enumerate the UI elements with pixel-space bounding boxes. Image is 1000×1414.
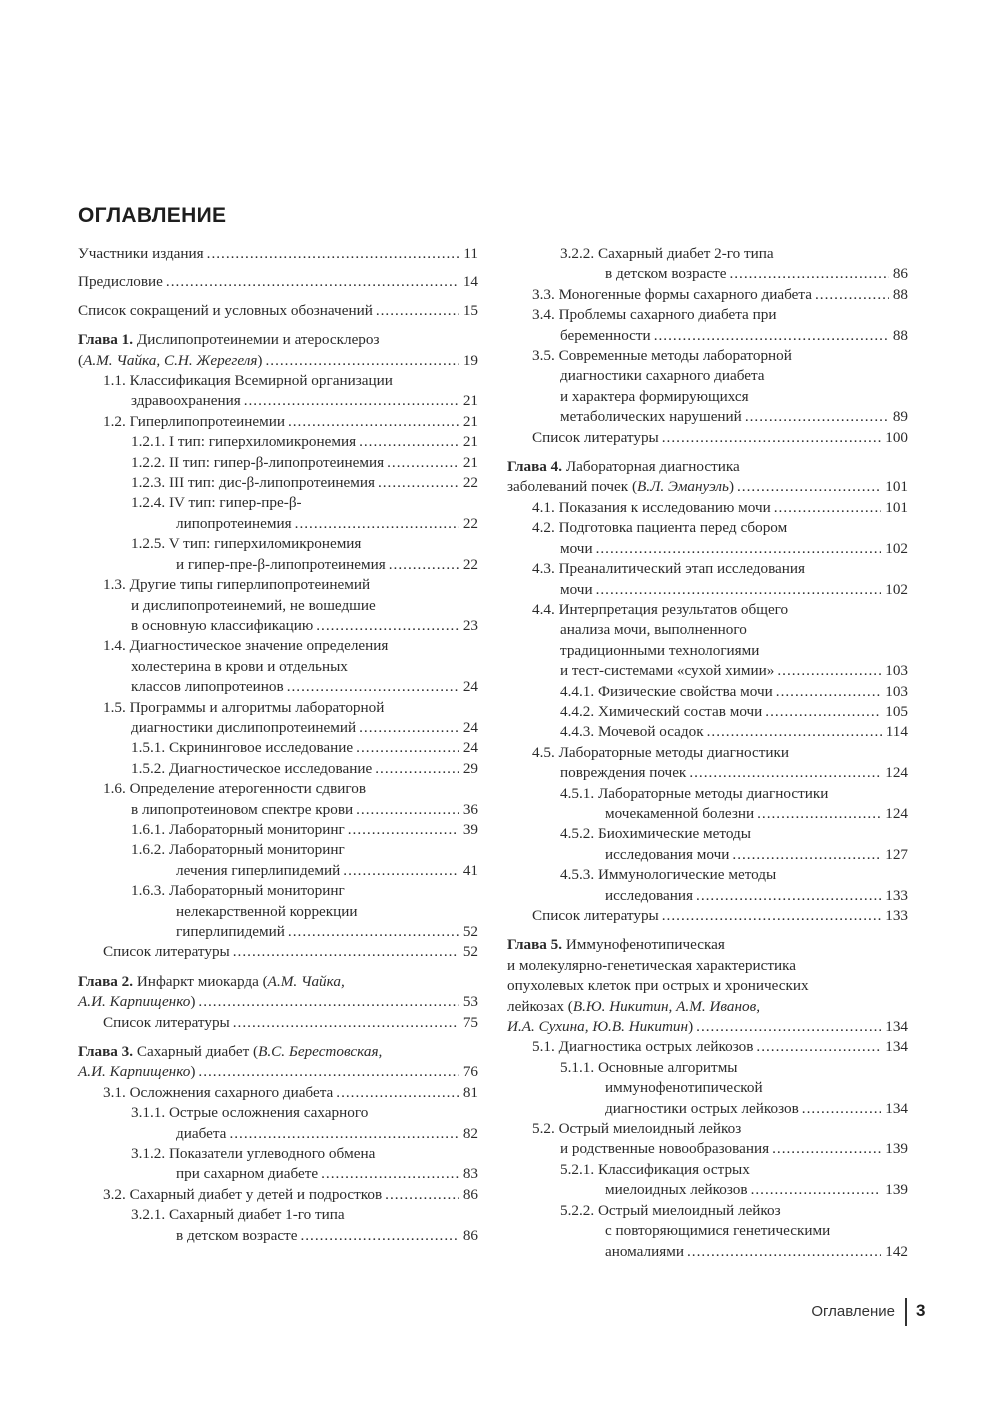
toc-leader-dots xyxy=(300,1226,458,1246)
toc-page-number: 101 xyxy=(885,478,908,496)
toc-leader-dots xyxy=(385,1185,459,1205)
toc-leader-dots xyxy=(265,351,458,371)
toc-entry-text: 4.4.2. Химический состав мочи xyxy=(560,702,763,720)
toc-page-number: 86 xyxy=(462,1185,478,1203)
toc-entry xyxy=(78,1185,478,1205)
toc-leader-dots xyxy=(596,580,882,600)
toc-entry-text: 1.6.3. Лабораторный мониторинг xyxy=(131,882,345,900)
toc-page-number: 15 xyxy=(462,301,478,319)
toc-page-number: 24 xyxy=(462,678,478,696)
toc-page-number: 19 xyxy=(462,351,478,369)
toc-entry-text: диагностики сахарного диабета xyxy=(560,367,765,385)
toc-page-number: 21 xyxy=(462,412,478,430)
toc-entry xyxy=(507,682,908,702)
toc-entry-text: иммунофенотипической xyxy=(605,1079,763,1097)
toc-entry-text: и тест-системами «сухой химии» xyxy=(560,662,775,680)
toc-entry xyxy=(507,865,908,906)
toc-entry xyxy=(507,498,908,518)
toc-entry-text: лечения гиперлипидемий xyxy=(176,861,341,879)
toc-entry-text: 5.1. Диагностика острых лейкозов xyxy=(532,1038,754,1056)
toc-entry-text: холестерина в крови и отдельных xyxy=(131,657,348,675)
toc-entry-text: 3.5. Современные методы лабораторной xyxy=(532,347,792,365)
toc-entry xyxy=(78,1144,478,1185)
toc-chapter-entry xyxy=(78,330,478,371)
toc-page-number: 52 xyxy=(462,923,478,940)
toc-entry-text: диабета xyxy=(176,1124,227,1142)
toc-leader-dots xyxy=(356,800,459,820)
toc-leader-dots xyxy=(244,391,459,411)
toc-entry-text: 5.2.1. Классификация острых xyxy=(560,1160,750,1178)
toc-entry xyxy=(78,840,478,881)
toc-entry-text: 4.2. Подготовка пациента перед сбором xyxy=(532,519,788,537)
toc-entry-text: и гипер-пре-β-липопротеинемия xyxy=(176,555,386,573)
toc-entry-text: Список литературы xyxy=(532,428,659,446)
toc-entry xyxy=(78,473,478,493)
toc-page-number: 134 xyxy=(885,1038,908,1056)
toc-page-number: 22 xyxy=(462,514,478,532)
toc-entry-text: здравоохранения xyxy=(131,392,241,410)
toc-entry-text: и характера формирующихся xyxy=(560,387,749,405)
toc-entry-text: в основную классификацию xyxy=(131,616,314,634)
toc-page-number: 88 xyxy=(892,285,908,303)
toc-page-number: 22 xyxy=(462,555,478,573)
toc-page-number: 41 xyxy=(462,861,478,879)
toc-page-number: 139 xyxy=(885,1181,908,1199)
toc-entry xyxy=(78,820,478,840)
toc-entry xyxy=(78,453,478,473)
toc-entry-text: мочи xyxy=(560,539,593,557)
toc-page-number: 88 xyxy=(892,326,908,344)
toc-entry-text: 1.2.3. III тип: дис-β-липопротеинемия xyxy=(131,474,375,492)
toc-entry xyxy=(507,702,908,722)
toc-left-column xyxy=(78,244,478,1246)
toc-entry-text: 5.1.1. Основные алгоритмы xyxy=(560,1058,738,1076)
toc-entry xyxy=(78,759,478,779)
toc-entry-text: 4.5.1. Лабораторные методы диагностики xyxy=(560,784,829,802)
toc-entry-text: Глава 5. Иммунофенотипическая xyxy=(507,936,725,954)
toc-entry xyxy=(78,301,478,321)
toc-page-number: 142 xyxy=(885,1242,908,1260)
toc-entry-text: 4.1. Показания к исследованию мочи xyxy=(532,498,771,516)
toc-leader-dots xyxy=(776,682,881,702)
toc-entry-text: 1.2.5. V тип: гиперхиломикронемия xyxy=(131,535,362,553)
toc-leader-dots xyxy=(348,820,459,840)
toc-leader-dots xyxy=(387,453,459,473)
toc-entry-text: Предисловие xyxy=(78,273,163,291)
toc-entry-text: традиционными технологиями xyxy=(560,641,760,659)
toc-entry-text: Участники издания xyxy=(78,245,204,262)
toc-leader-dots xyxy=(207,244,460,264)
toc-entry-text: 4.4.3. Мочевой осадок xyxy=(560,723,704,741)
toc-leader-dots xyxy=(596,539,882,559)
toc-entry xyxy=(507,743,908,784)
toc-entry-text: 1.6. Определение атерогенности сдвигов xyxy=(103,780,366,798)
toc-entry xyxy=(78,371,478,412)
toc-entry-text: 1.4. Диагностическое значение определения xyxy=(103,637,389,655)
toc-entry-text: 4.3. Преаналитический этап исследования xyxy=(532,560,806,578)
toc-entry-text: 1.2.1. I тип: гиперхиломикронемия xyxy=(131,433,357,451)
toc-entry xyxy=(507,559,908,600)
toc-entry xyxy=(78,244,478,264)
toc-leader-dots xyxy=(376,301,459,321)
toc-entry-text: диагностики дислипопротеинемий xyxy=(131,718,357,736)
toc-leader-dots xyxy=(687,1242,881,1262)
toc-entry-text: и родственные новообразования xyxy=(560,1140,770,1158)
toc-page-number: 29 xyxy=(462,759,478,777)
toc-page-number: 23 xyxy=(462,616,478,634)
toc-chapter-entry xyxy=(507,935,908,1037)
page-number: 3 xyxy=(916,1301,926,1320)
toc-entry-text: в детском возрасте xyxy=(176,1226,298,1244)
toc-entry-text: исследования мочи xyxy=(605,845,730,863)
page-footer xyxy=(0,1298,1000,1328)
toc-entry-text: 1.2.2. II тип: гипер-β-липопротеинемия xyxy=(131,453,385,471)
toc-entry xyxy=(507,722,908,742)
toc-leader-dots xyxy=(707,722,882,742)
toc-entry-text: мочи xyxy=(560,580,593,598)
toc-entry-text: нелекарственной коррекции xyxy=(176,902,358,920)
toc-page-number: 22 xyxy=(462,474,478,492)
toc-leader-dots xyxy=(198,992,458,1012)
toc-entry xyxy=(78,1013,478,1033)
toc-leader-dots xyxy=(295,514,459,534)
toc-chapter-entry xyxy=(78,972,478,1013)
toc-page-number: 134 xyxy=(885,1018,908,1036)
toc-entry-text: Глава 4. Лабораторная диагностика xyxy=(507,458,740,476)
toc-entry-text: в липопротеиновом спектре крови xyxy=(131,800,354,818)
toc-entry-text: Список сокращений и условных обозначений xyxy=(78,301,373,319)
toc-leader-dots xyxy=(359,432,459,452)
toc-entry xyxy=(78,636,478,697)
toc-entry-text: Глава 2. Инфаркт миокарда (А.М. Чайка, xyxy=(78,972,345,990)
toc-entry-text: 1.5.1. Скрининговое исследование xyxy=(131,739,354,757)
toc-page-number: 21 xyxy=(462,453,478,471)
toc-page-number: 103 xyxy=(885,662,908,680)
toc-entry xyxy=(78,942,478,962)
toc-chapter-entry xyxy=(78,1042,478,1083)
toc-entry-text: 3.2. Сахарный диабет у детей и подростков xyxy=(103,1185,383,1203)
toc-leader-dots xyxy=(229,1124,458,1144)
toc-entry-text: с повторяющимися генетическими xyxy=(605,1222,831,1240)
toc-leader-dots xyxy=(696,1017,881,1037)
toc-page-number: 101 xyxy=(885,498,908,516)
toc-page-number: 82 xyxy=(462,1124,478,1142)
toc-entry-text: 4.5.3. Иммунологические методы xyxy=(560,866,777,884)
toc-entry-text: Список литературы xyxy=(532,907,659,924)
toc-entry-text: 3.2.2. Сахарный диабет 2-го типа xyxy=(560,245,774,262)
toc-entry xyxy=(78,1083,478,1103)
toc-entry xyxy=(78,881,478,942)
toc-page-number: 133 xyxy=(885,907,908,924)
toc-page-number: 83 xyxy=(462,1165,478,1183)
toc-entry xyxy=(507,1119,908,1160)
toc-page-number: 102 xyxy=(885,580,908,598)
toc-leader-dots xyxy=(356,738,459,758)
toc-page-number: 39 xyxy=(462,820,478,838)
toc-page-number: 139 xyxy=(885,1140,908,1158)
toc-entry-text: 5.2. Острый миелоидный лейкоз xyxy=(532,1120,742,1138)
toc-entry-text: заболеваний почек (В.Л. Эмануэль) xyxy=(507,478,734,496)
toc-entry-text: и дислипопротеинемий, не вошедшие xyxy=(131,596,376,614)
toc-leader-dots xyxy=(166,272,459,292)
toc-page-number: 76 xyxy=(462,1063,478,1081)
toc-leader-dots xyxy=(198,1062,458,1082)
toc-page-number: 114 xyxy=(885,723,908,741)
toc-entry-text: 3.3. Моногенные формы сахарного диабета xyxy=(532,285,812,303)
toc-page-number: 53 xyxy=(462,993,478,1011)
toc-leader-dots xyxy=(233,942,459,962)
toc-entry xyxy=(507,824,908,865)
toc-leader-dots xyxy=(689,763,881,783)
toc-page-number: 124 xyxy=(885,764,908,782)
toc-entry xyxy=(78,698,478,739)
toc-entry-text: беременности xyxy=(560,326,651,344)
toc-leader-dots xyxy=(287,677,459,697)
toc-leader-dots xyxy=(751,1180,882,1200)
toc-entry-text: 4.5. Лабораторные методы диагностики xyxy=(532,743,789,761)
toc-leader-dots xyxy=(233,1013,459,1033)
toc-entry-text: 3.1.1. Острые осложнения сахарного xyxy=(131,1104,369,1122)
toc-leader-dots xyxy=(765,702,881,722)
toc-leader-dots xyxy=(777,661,881,681)
toc-entry-text: 4.5.2. Биохимические методы xyxy=(560,825,751,843)
toc-entry-text: исследования xyxy=(605,886,694,904)
toc-entry-text: в детском возрасте xyxy=(605,265,727,283)
toc-page-number: 86 xyxy=(892,265,908,283)
toc-page-number: 75 xyxy=(462,1013,478,1031)
toc-entry xyxy=(507,600,908,682)
toc-entry-text: классов липопротеинов xyxy=(131,678,284,696)
toc-page-number: 127 xyxy=(885,845,908,863)
toc-entry-text: А.И. Карпищенко) xyxy=(78,993,196,1011)
toc-leader-dots xyxy=(343,861,459,881)
toc-entry xyxy=(78,1205,478,1246)
toc-leader-dots xyxy=(389,555,459,575)
toc-leader-dots xyxy=(359,718,459,738)
toc-entry xyxy=(78,738,478,758)
toc-entry xyxy=(78,493,478,534)
toc-leader-dots xyxy=(316,616,459,636)
toc-leader-dots xyxy=(756,1037,881,1057)
toc-entry-text: аномалиями xyxy=(605,1242,684,1260)
toc-entry-text: 1.1. Классификация Всемирной организации xyxy=(103,372,393,390)
toc-page-number: 102 xyxy=(885,539,908,557)
toc-page-number: 100 xyxy=(885,428,908,446)
toc-entry-text: Список литературы xyxy=(103,1013,230,1031)
toc-entry-text: 1.3. Другие типы гиперлипопротеинемий xyxy=(103,576,371,594)
toc-entry-text: гиперлипидемий xyxy=(176,923,285,940)
toc-entry-text: Список литературы xyxy=(103,943,230,961)
toc-leader-dots xyxy=(732,845,881,865)
toc-page-number: 103 xyxy=(885,682,908,700)
toc-page-number: 52 xyxy=(462,943,478,961)
toc-page-number: 24 xyxy=(462,718,478,736)
toc-leader-dots xyxy=(774,498,881,518)
toc-entry-text: мочекаменной болезни xyxy=(605,804,755,822)
toc-entry xyxy=(78,534,478,575)
toc-entry-text: И.А. Сухина, Ю.В. Никитин) xyxy=(507,1018,694,1036)
toc-entry-text: 4.4.1. Физические свойства мочи xyxy=(560,682,773,700)
toc-entry xyxy=(507,244,908,285)
toc-leader-dots xyxy=(815,285,889,305)
toc-entry xyxy=(507,906,908,926)
toc-leader-dots xyxy=(745,407,889,427)
toc-leader-dots xyxy=(288,922,459,942)
footer-divider xyxy=(905,1298,907,1326)
toc-entry-text: (А.М. Чайка, С.Н. Жерегеля) xyxy=(78,351,263,369)
toc-page-number: 21 xyxy=(462,433,478,451)
toc-page-number: 21 xyxy=(462,392,478,410)
toc-entry xyxy=(78,1103,478,1144)
toc-entry-text: лейкозах (В.Ю. Никитин, А.М. Иванов, xyxy=(507,997,761,1015)
toc-entry-text: повреждения почек xyxy=(560,764,687,782)
toc-entry xyxy=(507,1058,908,1119)
toc-page-number: 14 xyxy=(462,273,478,291)
toc-entry xyxy=(78,272,478,292)
toc-entry-text: 3.1. Осложнения сахарного диабета xyxy=(103,1083,334,1101)
toc-leader-dots xyxy=(757,804,881,824)
toc-page-number: 24 xyxy=(462,739,478,757)
toc-leader-dots xyxy=(378,473,459,493)
toc-entry xyxy=(78,432,478,452)
toc-entry-text: 4.4. Интерпретация результатов общего xyxy=(532,600,789,618)
toc-page-number: 89 xyxy=(892,408,908,426)
toc-entry-text: 1.6.2. Лабораторный мониторинг xyxy=(131,841,345,859)
toc-entry-text: 3.2.1. Сахарный диабет 1-го типа xyxy=(131,1206,345,1224)
toc-right-column xyxy=(507,244,908,1262)
toc-entry-text: при сахарном диабете xyxy=(176,1165,319,1183)
toc-leader-dots xyxy=(336,1083,459,1103)
toc-entry-text: 1.2. Гиперлипопротеинемии xyxy=(103,412,285,430)
toc-leader-dots xyxy=(321,1164,459,1184)
toc-entry xyxy=(507,1201,908,1262)
toc-entry-text: липопротеинемия xyxy=(176,514,292,532)
toc-entry xyxy=(507,784,908,825)
toc-leader-dots xyxy=(662,906,881,926)
toc-leader-dots xyxy=(288,412,459,432)
toc-entry xyxy=(507,1037,908,1057)
footer-label: Оглавление xyxy=(811,1303,895,1320)
page-title: ОГЛАВЛЕНИЕ xyxy=(78,204,227,227)
toc-entry-text: метаболических нарушений xyxy=(560,408,742,426)
toc-entry xyxy=(78,779,478,820)
toc-leader-dots xyxy=(654,326,889,346)
toc-entry xyxy=(507,1160,908,1201)
toc-entry-text: Глава 3. Сахарный диабет (В.С. Берестовская, xyxy=(78,1043,383,1061)
toc-entry-text: 1.5. Программы и алгоритмы лабораторной xyxy=(103,698,385,716)
toc-leader-dots xyxy=(802,1099,881,1119)
toc-entry-text: анализа мочи, выполненного xyxy=(560,621,747,639)
toc-entry xyxy=(78,412,478,432)
toc-page-number: 81 xyxy=(462,1083,478,1101)
toc-page-number: 105 xyxy=(885,702,908,720)
toc-page-number: 11 xyxy=(463,245,478,262)
toc-chapter-entry xyxy=(507,457,908,498)
toc-entry-text: 3.1.2. Показатели углеводного обмена xyxy=(131,1145,376,1163)
toc-leader-dots xyxy=(696,886,881,906)
toc-entry-text: 1.2.4. IV тип: гипер-пре-β- xyxy=(131,494,302,512)
toc-entry xyxy=(507,285,908,305)
toc-entry-text: опухолевых клеток при острых и хронических xyxy=(507,977,809,995)
toc-entry-text: А.И. Карпищенко) xyxy=(78,1063,196,1081)
toc-entry-text: 1.5.2. Диагностическое исследование xyxy=(131,759,373,777)
toc-leader-dots xyxy=(662,428,881,448)
toc-page-number: 133 xyxy=(885,886,908,904)
toc-entry xyxy=(507,428,908,448)
toc-entry xyxy=(507,518,908,559)
toc-entry-text: Глава 1. Дислипопротеинемии и атеросклероз xyxy=(78,331,380,349)
toc-entry-text: 1.6.1. Лабораторный мониторинг xyxy=(131,820,345,838)
toc-entry-text: 3.4. Проблемы сахарного диабета при xyxy=(532,306,777,324)
toc-leader-dots xyxy=(772,1139,881,1159)
toc-entry xyxy=(507,305,908,346)
toc-entry-text: миелоидных лейкозов xyxy=(605,1181,748,1199)
toc-page-number: 86 xyxy=(462,1226,478,1244)
toc-leader-dots xyxy=(737,477,881,497)
toc-entry xyxy=(78,575,478,636)
toc-leader-dots xyxy=(375,759,459,779)
toc-entry xyxy=(507,346,908,428)
toc-entry-text: диагностики острых лейкозов xyxy=(605,1099,799,1117)
toc-entry-text: и молекулярно-генетическая характеристика xyxy=(507,956,796,974)
toc-page-number: 134 xyxy=(885,1099,908,1117)
toc-entry-text: 5.2.2. Острый миелоидный лейкоз xyxy=(560,1201,781,1219)
toc-leader-dots xyxy=(729,264,888,284)
toc-page-number: 124 xyxy=(885,804,908,822)
toc-page-number: 36 xyxy=(462,800,478,818)
